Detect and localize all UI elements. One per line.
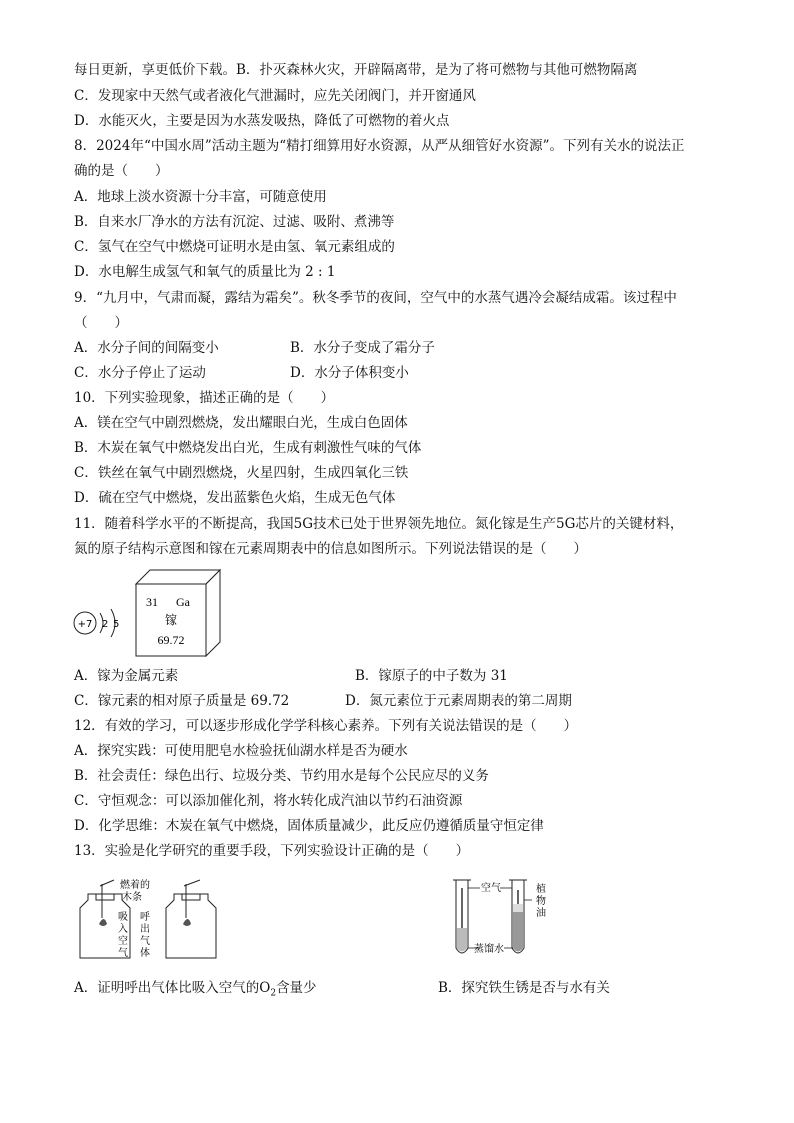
gallium-periodic-table-cell bbox=[134, 568, 224, 658]
question-9-stem: （ ） bbox=[74, 315, 128, 331]
stick-label: 木条 bbox=[122, 892, 142, 903]
option-a: A．地球上淡水资源十分丰富，可随意使用 bbox=[74, 189, 327, 205]
option-d: D．氮元素位于元素周期表的第二周期 bbox=[345, 693, 572, 709]
option-b: B．社会责任：绿色出行、垃圾分类、节约用水是每个公民应尽的义务 bbox=[74, 768, 489, 784]
shell-1-electrons: 2 bbox=[102, 619, 109, 630]
atomic-number: 31 bbox=[146, 595, 158, 609]
question-12-stem: 12．有效的学习，可以逐步形成化学学科核心素养。下列有关说法错误的是（ ） bbox=[74, 718, 578, 734]
option-b: B．自来水厂净水的方法有沉淀、过滤、吸附、煮沸等 bbox=[74, 214, 395, 230]
left-bottle-label: 吸 bbox=[118, 912, 128, 923]
nucleus-charge: +7 bbox=[77, 619, 93, 630]
oil-label: 油 bbox=[536, 908, 546, 919]
iron-rusting-test-tubes-figure bbox=[440, 876, 580, 962]
right-bottle-label: 呼 bbox=[140, 912, 150, 923]
option-c: C．守恒观念：可以添加催化剂，将水转化成汽油以节约石油资源 bbox=[74, 793, 463, 809]
element-symbol: Ga bbox=[176, 595, 190, 609]
option-d: D．水电解生成氢气和氧气的质量比为 2 : 1 bbox=[74, 264, 336, 280]
question-10-stem: 10．下列实验现象，描述正确的是（ ） bbox=[74, 390, 335, 406]
right-bottle-label: 体 bbox=[140, 948, 150, 959]
shell-2-electrons: 5 bbox=[113, 619, 120, 630]
option-b: B．木炭在氧气中燃烧发出白光，生成有刺激性气味的气体 bbox=[74, 440, 422, 456]
option-a: A．水分子间的间隔变小 bbox=[74, 340, 219, 356]
option-a bbox=[74, 978, 317, 1004]
right-bottle-label: 出 bbox=[140, 924, 150, 935]
air-label: 空气 bbox=[481, 883, 501, 894]
nitrogen-atom-structure-diagram bbox=[70, 596, 130, 650]
option-c: C．水分子停止了运动 bbox=[74, 365, 206, 381]
option-d: D．化学思维：木炭在氧气中燃烧，固体质量减少，此反应仍遵循质量守恒定律 bbox=[74, 818, 544, 834]
question-9-stem: 9．“九月中，气肃而凝，露结为霜矣”。秋冬季节的夜间，空气中的水蒸气遇冷会凝结成霜。该过程中 bbox=[74, 290, 677, 306]
breath-comparison-bottles-figure bbox=[74, 878, 240, 964]
stick-label: 燃着的 bbox=[120, 880, 150, 891]
text-line: D．水能灭火，主要是因为水蒸发吸热，降低了可燃物的着火点 bbox=[74, 113, 450, 129]
right-bottle-label: 气 bbox=[140, 936, 150, 947]
element-name: 镓 bbox=[164, 613, 178, 627]
option-a-text: A．证明呼出气体比吸入空气的O bbox=[74, 980, 271, 996]
option-b: B．镓原子的中子数为 31 bbox=[355, 668, 508, 684]
option-c: C．氢气在空气中燃烧可证明水是由氢、氧元素组成的 bbox=[74, 239, 395, 255]
oil-label: 物 bbox=[536, 896, 546, 907]
question-13-stem: 13．实验是化学研究的重要手段，下列实验设计正确的是（ ） bbox=[74, 843, 470, 859]
question-11-stem: 11．随着科学水平的不断提高，我国5G技术已处于世界领先地位。氮化镓是生产5G芯片的关键材料， bbox=[74, 516, 684, 532]
option-a: A．探究实践：可使用肥皂水检验抚仙湖水样是否为硬水 bbox=[74, 743, 408, 759]
subscript: 2 bbox=[270, 988, 277, 999]
left-bottle-label: 入 bbox=[118, 924, 128, 935]
question-8-stem: 8．2024年“中国水周”活动主题为“精打细算用好水资源，从严从细管好水资源”。下列有关水的说法正 bbox=[74, 138, 685, 154]
left-bottle-label: 空 bbox=[118, 936, 128, 947]
option-a: A．镁在空气中剧烈燃烧，发出耀眼白光，生成白色固体 bbox=[74, 415, 408, 431]
left-bottle-label: 气 bbox=[118, 948, 128, 959]
atomic-mass: 69.72 bbox=[157, 633, 185, 647]
oil-label: 植 bbox=[536, 884, 546, 895]
text-line: 每日更新，享更低价下载。B．扑灭森林火灾，开辟隔离带，是为了将可燃物与其他可燃物隔离 bbox=[74, 62, 638, 78]
option-a: A．镓为金属元素 bbox=[74, 668, 179, 684]
option-d: D．硫在空气中燃烧，发出蓝紫色火焰，生成无色气体 bbox=[74, 490, 396, 506]
text-line: C．发现家中天然气或者液化气泄漏时，应先关闭阀门，并开窗通风 bbox=[74, 88, 476, 104]
option-b: B．水分子变成了霜分子 bbox=[290, 340, 435, 356]
option-c: C．镓元素的相对原子质量是 69.72 bbox=[74, 693, 290, 709]
distilled-water-label: 蒸馏水 bbox=[474, 944, 504, 955]
option-b: B．探究铁生锈是否与水有关 bbox=[438, 980, 610, 996]
question-8-stem: 确的是（ ） bbox=[74, 163, 169, 179]
option-a-text: 含量少 bbox=[276, 980, 317, 996]
option-c: C．铁丝在氧气中剧烈燃烧，火星四射，生成四氧化三铁 bbox=[74, 465, 409, 481]
question-11-stem: 氮的原子结构示意图和镓在元素周期表中的信息如图所示。下列说法错误的是（ ） bbox=[74, 541, 587, 557]
option-d: D．水分子体积变小 bbox=[290, 365, 409, 381]
